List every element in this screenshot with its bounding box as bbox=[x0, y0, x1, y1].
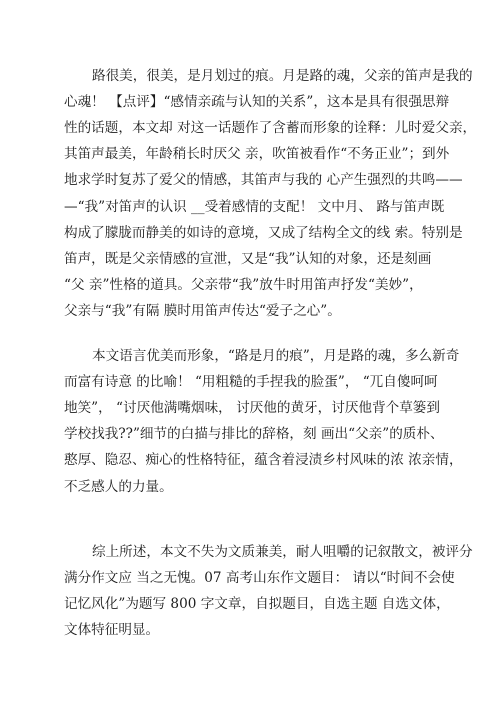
paragraph-3-line-2: 满分作文应 当之无愧。07 高考山东作文题目： 请以“时间不会使 bbox=[64, 570, 455, 587]
paragraph-1-line-9: “父 亲”性格的道具。父亲带“我”放牛时用笛声抒发“美妙”， bbox=[64, 276, 423, 293]
paragraph-1-line-2: 心魂！ 【点评】“感情亲疏与认知的关系”，这本是具有很强思辩 bbox=[64, 94, 450, 111]
paragraph-3-line-3: 记忆风化”为题写 800 字文章，自拟题目，自选主题 自选文体， bbox=[64, 596, 450, 613]
paragraph-2-line-3: 地笑”， “讨厌他满嘴烟味， 讨厌他的黄牙，讨厌他背个草篓到 bbox=[64, 400, 440, 417]
paragraph-2-line-4: 学校找我??”细节的白描与排比的辞格，刻 画出“父亲”的质朴、 bbox=[64, 426, 444, 443]
paragraph-3-line-1: 综上所述，本文不失为文质兼美，耐人咀嚼的记叙散文，被评分 bbox=[92, 544, 473, 560]
paragraph-3-line-4: 文体特征明显。 bbox=[64, 622, 160, 639]
paragraph-1-line-7: 构成了朦胧而静美的如诗的意境，又成了结构全文的线 索。特别是 bbox=[64, 224, 463, 241]
paragraph-1-line-6: —“我”对笛声的认识 __受着感情的支配！ 文中月、 路与笛声既 bbox=[64, 198, 445, 215]
paragraph-1-line-3: 性的话题，本文却 对这一话题作了含蓄而形象的诠释：儿时爱父亲， bbox=[64, 120, 477, 137]
paragraph-2-line-5: 憨厚、隐忍、痴心的性格特征，蕴含着浸渍乡村风味的浓 浓亲情， bbox=[64, 452, 463, 469]
paragraph-1-line-10: 父亲与“我”有隔 膜时用笛声传达“爱子之心”。 bbox=[64, 302, 341, 319]
paragraph-1-line-8: 笛声，既是父亲情感的宣泄，又是“我”认知的对象，还是刻画 bbox=[64, 250, 432, 267]
paragraph-2-line-1: 本文语言优美而形象，“路是月的痕”，月是路的魂，多么新奇 bbox=[92, 348, 460, 364]
paragraph-1-line-4: 其笛声最美，年龄稍长时厌父 亲，吹笛被看作“不务正业”；到外 bbox=[64, 146, 450, 163]
paragraph-1-line-1: 路很美，很美，是月划过的痕。月是路的魂，父亲的笛声是我的 bbox=[92, 68, 473, 84]
paragraph-2-line-6: 不乏感人的力量。 bbox=[64, 478, 173, 495]
paragraph-2-line-2: 而富有诗意 的比喻！ “用粗糙的手捏我的脸蛋”， “兀自傻呵呵 bbox=[64, 374, 438, 391]
paragraph-1-line-5: 地求学时复苏了爱父的情感，其笛声与我的 心产生强烈的共鸣—— bbox=[64, 172, 463, 189]
